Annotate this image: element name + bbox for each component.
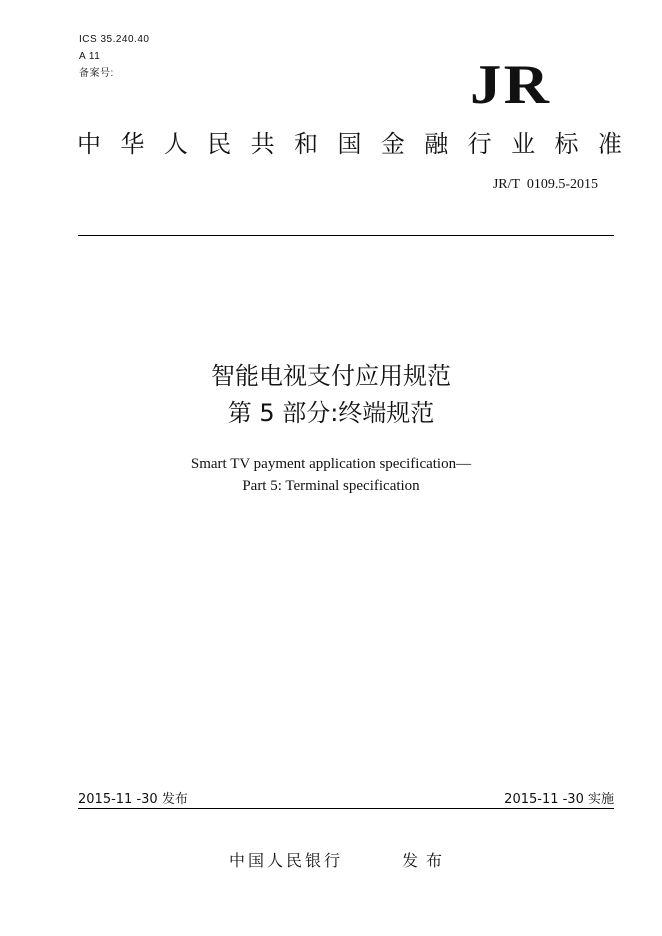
standard-type-char: 融 — [424, 130, 449, 158]
issue-action: 发布 — [402, 851, 451, 870]
ics-code: ICS 35.240.40 — [79, 34, 150, 45]
standard-type-char: 准 — [597, 130, 622, 158]
standard-type-char: 民 — [207, 130, 232, 158]
standard-type-char: 人 — [163, 130, 188, 158]
standard-type-char: 华 — [120, 130, 145, 158]
footer-divider — [78, 808, 614, 809]
implementation-date: 2015-11 -30 实施 — [504, 792, 614, 807]
record-number-label: 备案号: — [79, 68, 114, 79]
release-date: 2015-11 -30 发布 — [78, 792, 188, 807]
issuing-authority: 中国人民银行 — [229, 851, 344, 870]
document-title-en: Smart TV payment application specification— — [190, 456, 472, 472]
standard-type-char: 国 — [337, 130, 362, 158]
standard-number: JR/T 0109.5-2015 — [492, 177, 598, 192]
standard-type-char: 共 — [250, 130, 275, 158]
standard-type-char: 业 — [511, 130, 536, 158]
document-part-title-zh: 第 5 部分:终端规范 — [227, 399, 435, 427]
standard-type-title — [77, 128, 622, 160]
jr-logo: JR — [470, 54, 552, 116]
classification-code: A 11 — [79, 51, 101, 62]
standard-type-char: 金 — [380, 130, 405, 158]
standard-type-char: 中 — [77, 130, 101, 158]
standard-type-char: 和 — [294, 130, 319, 158]
document-part-title-en: Part 5: Terminal specification — [242, 478, 420, 494]
standard-type-char: 标 — [554, 130, 579, 158]
standard-type-char: 行 — [467, 130, 492, 158]
header-divider — [78, 235, 614, 236]
document-title-zh: 智能电视支付应用规范 — [211, 362, 451, 390]
